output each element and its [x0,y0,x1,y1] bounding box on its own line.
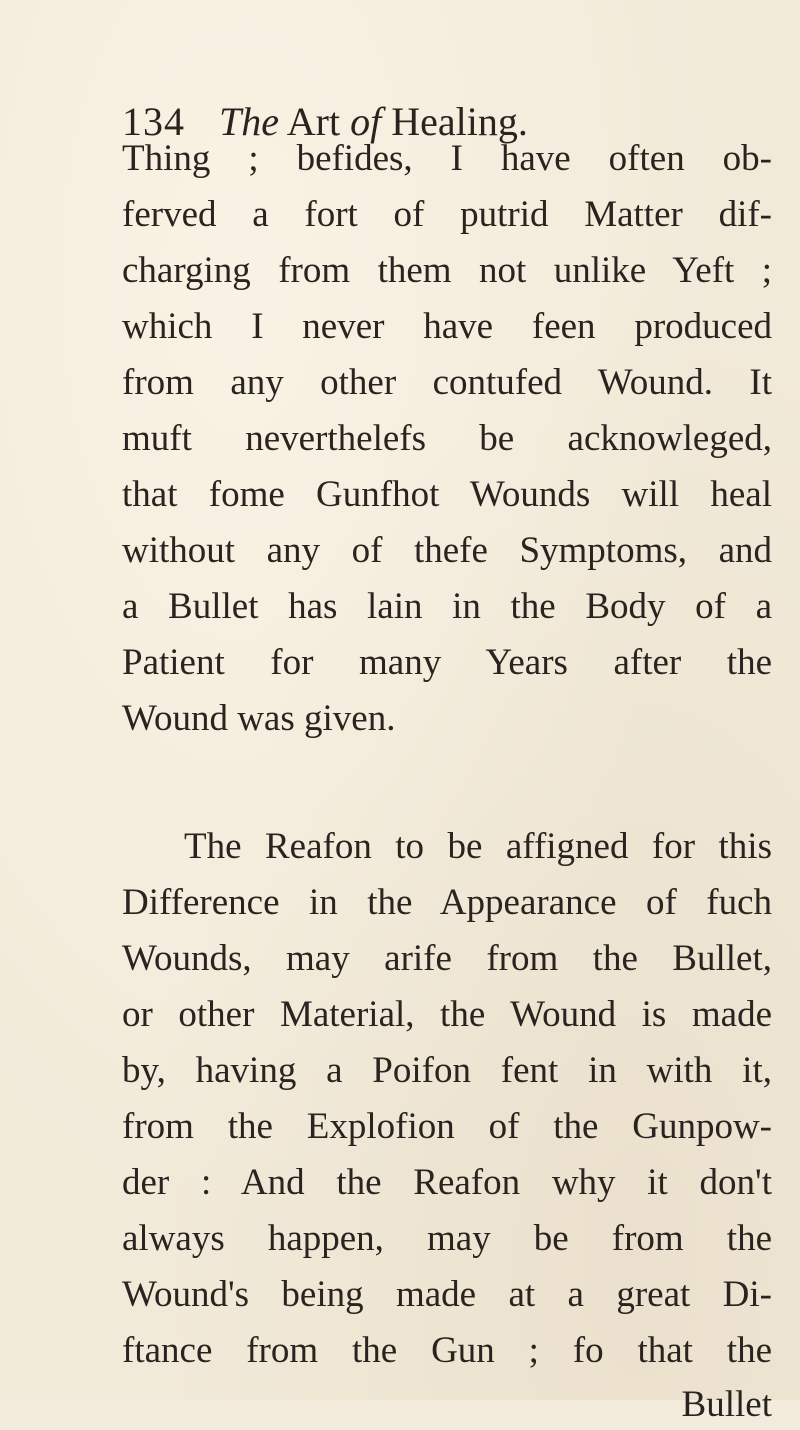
text-line: Wound was given. [122,698,396,739]
text-line: ferved a fort of putrid Matter dif- [122,194,772,235]
text-line: Wound's being made at a great Di- [122,1274,772,1315]
text-line: The Reafon to be affigned for this [184,826,772,867]
catchword: Bullet [681,1384,772,1425]
text-line: Wounds, may arife from the Bullet, [122,938,772,979]
text-line: a Bullet has lain in the Body of a [122,586,772,627]
title-word-of: of [350,99,382,144]
text-line: charging from them not unlike Yeft ; [122,250,772,291]
text-line: muft neverthelefs be acknowleged, [122,418,772,459]
page-number: 134 [122,99,185,144]
text-line: from any other contufed Wound. It [122,362,772,403]
text-line: der : And the Reafon why it don't [122,1162,772,1203]
text-line: ftance from the Gun ; fo that the [122,1330,772,1371]
title-word-healing: Healing. [391,99,528,144]
text-line: always happen, may be from the [122,1218,772,1259]
text-line: or other Material, the Wound is made [122,994,772,1035]
text-line: Patient for many Years after the [122,642,772,683]
text-line: that fome Gunfhot Wounds will heal [122,474,772,515]
text-line: which I never have feen produced [122,306,772,347]
text-line: by, having a Poifon fent in with it, [122,1050,772,1091]
text-line: Difference in the Appearance of fuch [122,882,772,923]
text-line: without any of thefe Symptoms, and [122,530,772,571]
title-word-the: The [219,99,279,144]
title-word-art: Art [286,99,341,144]
text-line: from the Explofion of the Gunpow- [122,1106,772,1147]
text-line: Thing ; befides, I have often ob- [122,138,772,179]
